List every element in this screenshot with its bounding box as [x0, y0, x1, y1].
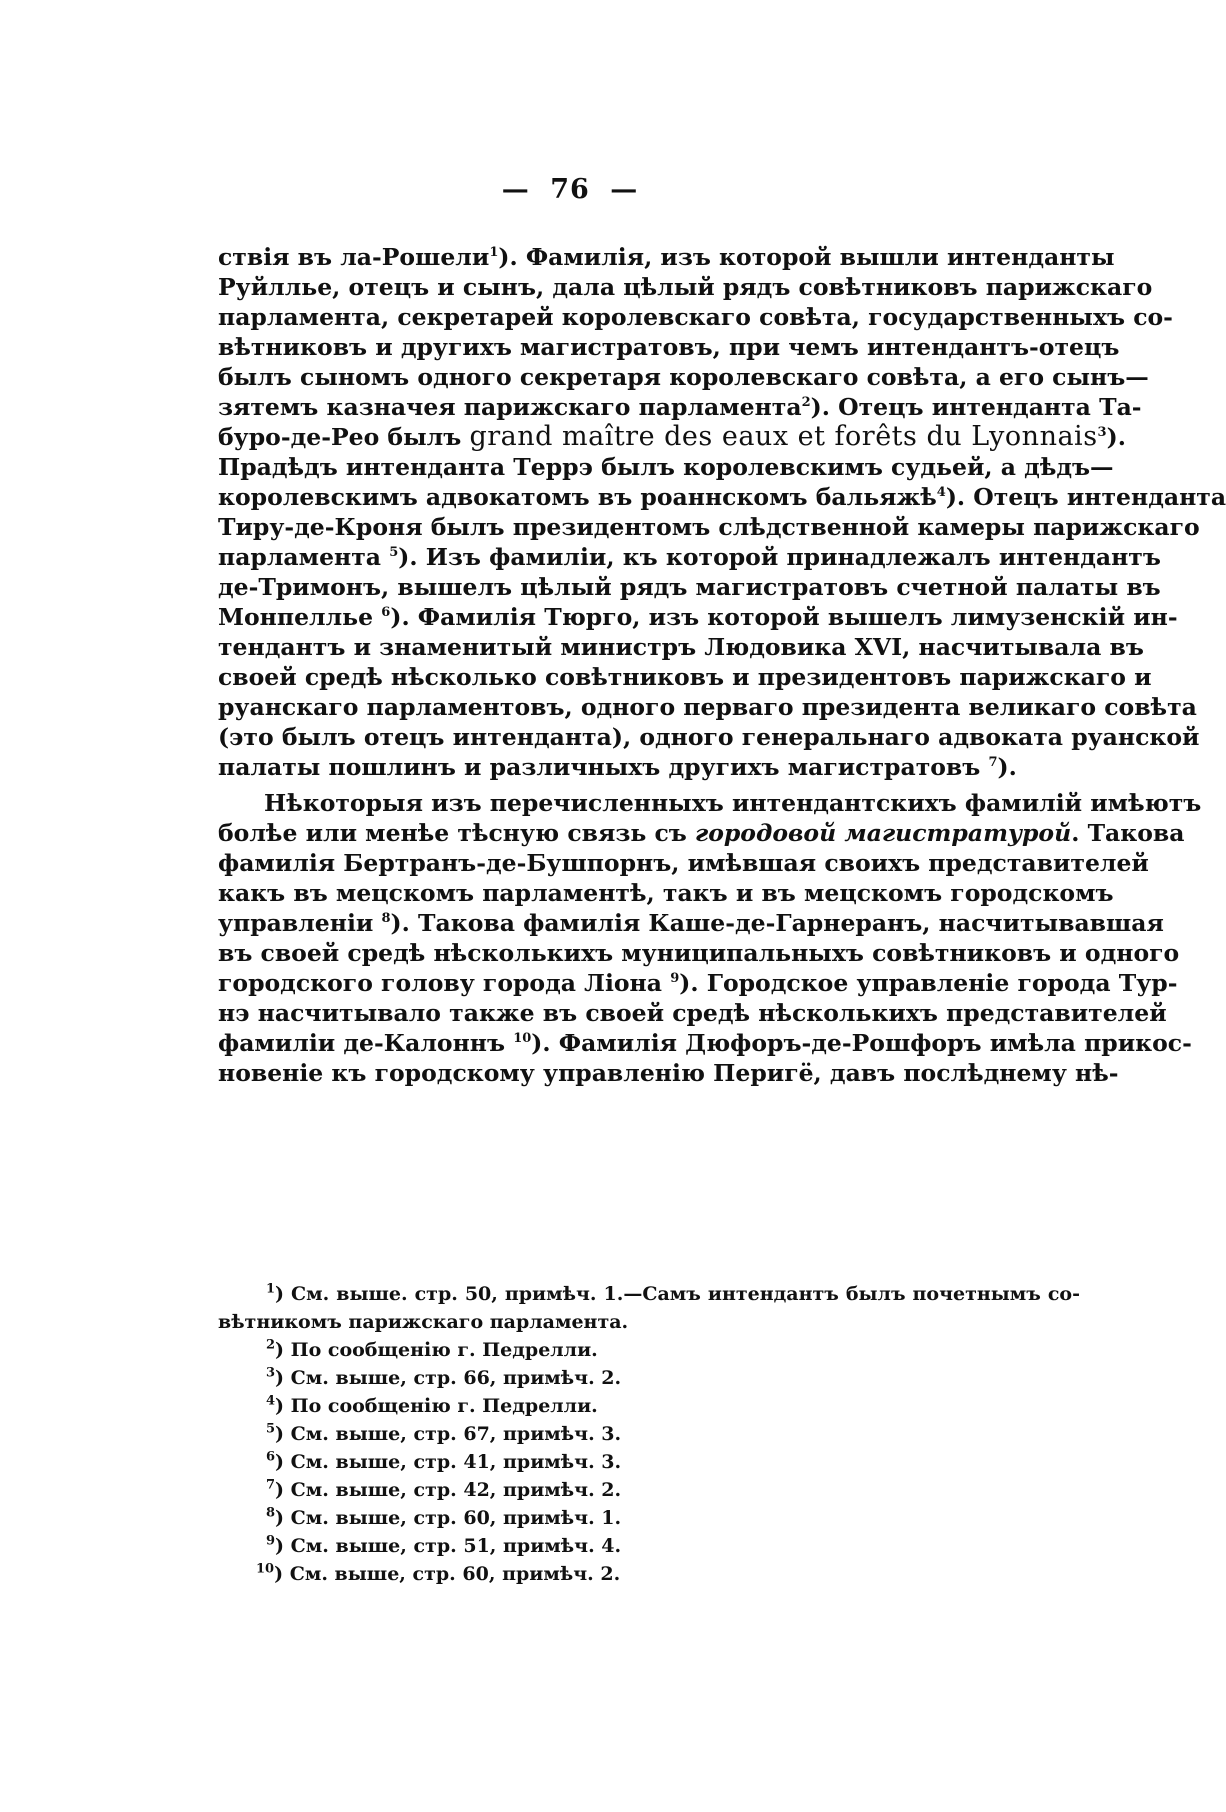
- footnote-text: ) По сообщенію г. Педрелли.: [275, 1339, 598, 1361]
- footnote-text: ) См. выше. стр. 50, примѣч. 1.—Самъ интендантъ былъ почетнымъ со-: [275, 1283, 1080, 1305]
- text-fragment: ). Отецъ интенданта: [945, 483, 1226, 511]
- text-line: [218, 602, 1178, 632]
- footnote-mark: 3: [266, 1365, 276, 1381]
- footnote-6: [218, 1448, 1080, 1476]
- text-line: въ своей средѣ нѣсколькихъ муниципальныхъ совѣтниковъ и одного: [218, 939, 1180, 967]
- footnote-text: ) См. выше, стр. 51, примѣч. 4.: [275, 1535, 622, 1557]
- text-fragment: управленіи: [218, 909, 374, 937]
- text-line: Руйллье, отецъ и сынъ, дала цѣлый рядъ совѣтниковъ парижскаго: [218, 273, 1153, 301]
- footnote-mark: 10: [256, 1561, 275, 1577]
- footnote-ref: 1: [489, 245, 499, 261]
- footnote-ref: 9: [670, 971, 680, 987]
- text-fragment: зятемъ казначея парижскаго парламента: [218, 393, 802, 421]
- text-line: какъ въ мецскомъ парламентѣ, такъ и въ мецскомъ городскомъ: [218, 879, 1114, 907]
- text-fragment: королевскимъ адвокатомъ въ роаннскомъ бальяжѣ: [218, 483, 937, 511]
- text-line: парламента, секретарей королевскаго совѣта, государственныхъ со-: [218, 303, 1173, 331]
- footnote-ref: 2: [801, 395, 811, 411]
- text-fragment: фамиліи де-Калоннъ: [218, 1029, 506, 1057]
- footnote-text: ) См. выше, стр. 67, примѣч. 3.: [275, 1423, 622, 1445]
- text-fragment: буро-де-Рео былъ: [218, 423, 462, 451]
- text-line: нэ насчитывало также въ своей средѣ нѣсколькихъ представителей: [218, 999, 1167, 1027]
- text-fragment: ). Фамилія, изъ которой вышли интенданты: [498, 243, 1115, 271]
- footnote-text: ) См. выше, стр. 60, примѣч. 2.: [274, 1563, 621, 1585]
- footnote-mark: 4: [266, 1393, 276, 1409]
- page-number: 76: [550, 174, 590, 205]
- footnote-ref: 6: [381, 605, 391, 621]
- footnote-1: [218, 1280, 1080, 1308]
- main-text: [218, 242, 1226, 1088]
- text-fragment: ). Городское управленіе города Тур-: [679, 969, 1178, 997]
- text-fragment: ). Отецъ интенданта Та-: [810, 393, 1142, 421]
- text-fragment: парламента: [218, 543, 382, 571]
- footnote-mark: 8: [266, 1505, 276, 1521]
- footnote-7: [218, 1476, 1080, 1504]
- text-fragment: ).: [1106, 423, 1126, 451]
- text-fragment: . Такова: [1071, 819, 1185, 847]
- text-line: вѣтниковъ и другихъ магистратовъ, при чемъ интендантъ-отецъ: [218, 333, 1120, 361]
- text-fragment: ). Такова фамилія Каше-де-Гарнеранъ, насчитывавшая: [390, 909, 1164, 937]
- footnote-2: [218, 1336, 1080, 1364]
- french-phrase: grand maître des eaux et forêts du Lyonnais: [469, 421, 1098, 452]
- paragraph-2: [218, 788, 1202, 1088]
- footnote-text: ) См. выше, стр. 66, примѣч. 2.: [275, 1367, 622, 1389]
- footnote-8: [218, 1504, 1080, 1532]
- footnote-text: ) По сообщенію г. Педрелли.: [275, 1395, 598, 1417]
- text-fragment: Монпеллье: [218, 603, 374, 631]
- footnote-text: ) См. выше, стр. 60, примѣч. 1.: [275, 1507, 622, 1529]
- text-fragment: палаты пошлинъ и различныхъ другихъ магистратовъ: [218, 753, 981, 781]
- footnote-ref: 8: [381, 911, 391, 927]
- text-line: [218, 421, 1126, 452]
- header-dash-right: —: [610, 174, 639, 205]
- footnote-text: ) См. выше, стр. 41, примѣч. 3.: [275, 1451, 622, 1473]
- footnote-mark: 5: [266, 1421, 276, 1437]
- footnote-ref: 3: [1097, 425, 1107, 441]
- text-line: [218, 752, 1080, 782]
- text-fragment: городского голову города Ліона: [218, 969, 662, 997]
- text-line: Тиру-де-Кроня былъ президентомъ слѣдственной камеры парижскаго: [218, 513, 1200, 541]
- footnote-9: [218, 1532, 1080, 1560]
- footnote-3: [218, 1364, 1080, 1392]
- footnote-ref: 10: [513, 1031, 532, 1047]
- text-line: тендантъ и знаменитый министръ Людовика XVI, насчитывала въ: [218, 633, 1144, 661]
- text-line: Прадѣдъ интенданта Террэ былъ королевскимъ судьей, а дѣдъ—: [218, 453, 1114, 481]
- text-line: своей средѣ нѣсколько совѣтниковъ и президентовъ парижскаго и: [218, 663, 1152, 691]
- footnote-ref: 7: [988, 755, 998, 771]
- text-line: Нѣкоторыя изъ перечисленныхъ интендантскихъ фамилій имѣютъ: [264, 789, 1202, 817]
- footnote-mark: 6: [266, 1449, 276, 1465]
- footnote-text: ) См. выше, стр. 42, примѣч. 2.: [275, 1479, 622, 1501]
- text-fragment: ствія въ ла-Рошели: [218, 243, 490, 271]
- text-line: фамилія Бертранъ-де-Бушпорнъ, имѣвшая своихъ представителей: [218, 849, 1149, 877]
- header-dash-left: —: [501, 174, 530, 205]
- text-fragment: ). Фамилія Тюрго, изъ которой вышелъ лимузенскій ин-: [390, 603, 1178, 631]
- text-fragment: ). Фамилія Дюфоръ-де-Рошфоръ имѣла прикос-: [531, 1029, 1192, 1057]
- footnote-5: [218, 1420, 1080, 1448]
- footnote-10: [218, 1560, 1080, 1588]
- text-line: [218, 242, 1115, 272]
- text-line: [218, 542, 1161, 572]
- text-line: (это былъ отецъ интенданта), одного генеральнаго адвоката руанской: [218, 723, 1200, 751]
- footnotes: [218, 1280, 1080, 1588]
- text-fragment: болѣе или менѣе тѣсную связь съ: [218, 819, 687, 847]
- text-line: [218, 392, 1142, 422]
- footnote-mark: 7: [266, 1477, 276, 1493]
- footnote-mark: 2: [266, 1337, 276, 1353]
- paragraph-1: [218, 242, 1226, 782]
- text-line: [218, 968, 1178, 998]
- footnote-ref: 4: [936, 485, 946, 501]
- text-fragment: ).: [997, 753, 1017, 781]
- text-fragment: ). Изъ фамиліи, къ которой принадлежалъ интендантъ: [398, 543, 1161, 571]
- footnote-1-continued: вѣтникомъ парижскаго парламента.: [218, 1311, 629, 1333]
- footnote-ref: 5: [389, 545, 399, 561]
- text-line: [218, 1028, 1192, 1058]
- text-line: руанскаго парламентовъ, одного перваго президента великаго совѣта: [218, 693, 1197, 721]
- footnote-mark: 9: [266, 1533, 276, 1549]
- text-line: [218, 818, 1185, 848]
- text-line: [218, 482, 1226, 512]
- text-line: [218, 908, 1164, 938]
- footnote-mark: 1: [266, 1281, 276, 1297]
- italic-phrase: городовой магистратурой: [694, 819, 1072, 847]
- text-line: новеніе къ городскому управленію Перигё, давъ послѣднему нѣ-: [218, 1059, 1119, 1087]
- page-number-header: [0, 174, 1140, 205]
- footnote-4: [218, 1392, 1080, 1420]
- text-line: былъ сыномъ одного секретаря королевскаго совѣта, а его сынъ—: [218, 363, 1149, 391]
- text-line: де-Тримонъ, вышелъ цѣлый рядъ магистратовъ счетной палаты въ: [218, 573, 1161, 601]
